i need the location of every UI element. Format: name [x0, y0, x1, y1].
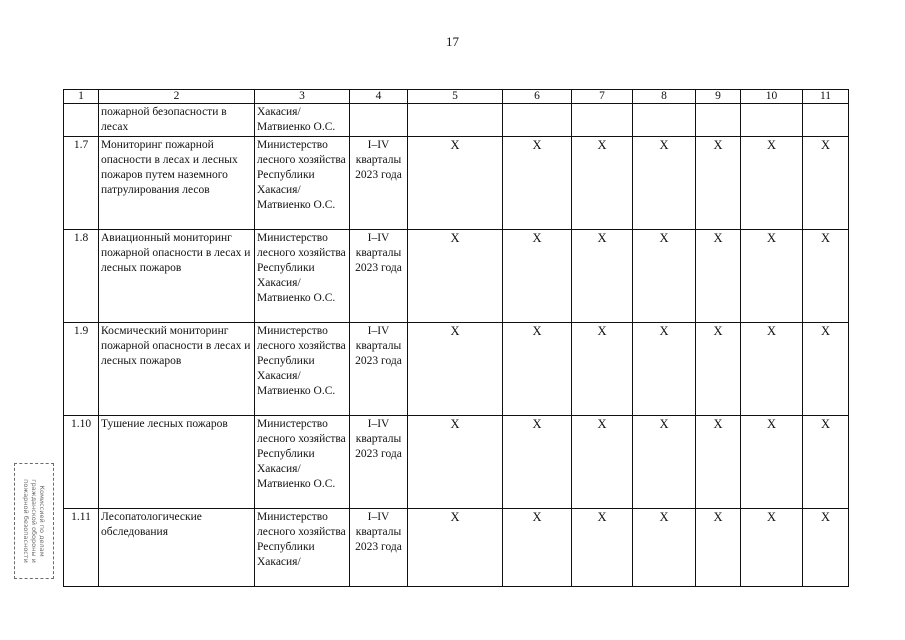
stamp-line: гражданской обороны и [30, 479, 38, 563]
continued-num-cell [64, 104, 99, 137]
row-number: 1.9 [64, 323, 99, 416]
mark-cell: Х [741, 137, 803, 230]
stamp-line: пожарной безопасности [22, 479, 30, 563]
responsible-executor: Министерство лесного хозяйства Республики Хакасия/ Матвиенко О.С. [255, 137, 350, 230]
measure-name: Мониторинг пожарной опасности в лесах и лесных пожаров путем наземного патрулирования лесов [99, 137, 255, 230]
column-header: 1 [64, 90, 99, 104]
column-header: 6 [503, 90, 572, 104]
measure-name: Тушение лесных пожаров [99, 416, 255, 509]
mark-cell: Х [741, 230, 803, 323]
stamp-line: Комиссией по делам [38, 485, 46, 557]
mark-cell: Х [572, 416, 633, 509]
empty-cell [741, 104, 803, 137]
mark-cell: Х [803, 230, 849, 323]
empty-cell [572, 104, 633, 137]
table-body [64, 104, 849, 587]
empty-cell [633, 104, 696, 137]
mark-cell: Х [633, 230, 696, 323]
responsible-executor: Министерство лесного хозяйства Республики Хакасия/ [255, 509, 350, 587]
responsible-executor: Министерство лесного хозяйства Республики Хакасия/ Матвиенко О.С. [255, 416, 350, 509]
mark-cell: Х [408, 137, 503, 230]
empty-cell [696, 104, 741, 137]
empty-cell [803, 104, 849, 137]
responsible-executor: Министерство лесного хозяйства Республики Хакасия/ Матвиенко О.С. [255, 323, 350, 416]
measures-table [63, 89, 849, 587]
mark-cell: Х [741, 323, 803, 416]
mark-cell: Х [503, 230, 572, 323]
mark-cell: Х [633, 509, 696, 587]
mark-cell: Х [503, 416, 572, 509]
execution-period: I–IV кварталы 2023 года [350, 509, 408, 587]
column-header: 8 [633, 90, 696, 104]
mark-cell: Х [803, 509, 849, 587]
execution-period: I–IV кварталы 2023 года [350, 416, 408, 509]
measure-name: Космический мониторинг пожарной опасности в лесах и лесных пожаров [99, 323, 255, 416]
execution-period: I–IV кварталы 2023 года [350, 137, 408, 230]
mark-cell: Х [741, 509, 803, 587]
mark-cell: Х [503, 509, 572, 587]
column-header: 5 [408, 90, 503, 104]
page-number: 17 [446, 34, 459, 49]
mark-cell: Х [633, 416, 696, 509]
row-number: 1.10 [64, 416, 99, 509]
column-header: 9 [696, 90, 741, 104]
mark-cell: Х [408, 416, 503, 509]
measure-name: Авиационный мониторинг пожарной опасности в лесах и лесных пожаров [99, 230, 255, 323]
stamp-text [22, 465, 46, 577]
mark-cell: Х [503, 137, 572, 230]
mark-cell: Х [803, 416, 849, 509]
mark-cell: Х [503, 323, 572, 416]
side-stamp [14, 463, 54, 579]
mark-cell: Х [696, 416, 741, 509]
mark-cell: Х [408, 323, 503, 416]
empty-cell [503, 104, 572, 137]
mark-cell: Х [803, 323, 849, 416]
mark-cell: Х [633, 323, 696, 416]
column-header: 2 [99, 90, 255, 104]
empty-cell [408, 104, 503, 137]
empty-cell [350, 104, 408, 137]
mark-cell: Х [696, 230, 741, 323]
row-number: 1.11 [64, 509, 99, 587]
column-header: 4 [350, 90, 408, 104]
mark-cell: Х [572, 137, 633, 230]
column-header: 3 [255, 90, 350, 104]
table-row [64, 323, 849, 416]
mark-cell: Х [408, 230, 503, 323]
mark-cell: Х [572, 230, 633, 323]
column-header: 11 [803, 90, 849, 104]
execution-period: I–IV кварталы 2023 года [350, 230, 408, 323]
table-row [64, 230, 849, 323]
continued-row [64, 104, 849, 137]
table-row [64, 137, 849, 230]
row-number: 1.8 [64, 230, 99, 323]
mark-cell: Х [572, 323, 633, 416]
mark-cell: Х [696, 323, 741, 416]
continued-responsible-cell: Хакасия/ Матвиенко О.С. [255, 104, 350, 137]
responsible-executor: Министерство лесного хозяйства Республики Хакасия/ Матвиенко О.С. [255, 230, 350, 323]
mark-cell: Х [803, 137, 849, 230]
mark-cell: Х [741, 416, 803, 509]
mark-cell: Х [696, 509, 741, 587]
column-header: 10 [741, 90, 803, 104]
table-row [64, 509, 849, 587]
execution-period: I–IV кварталы 2023 года [350, 323, 408, 416]
measure-name: Лесопатологические обследования [99, 509, 255, 587]
row-number: 1.7 [64, 137, 99, 230]
column-header: 7 [572, 90, 633, 104]
mark-cell: Х [408, 509, 503, 587]
column-number-row [64, 90, 849, 104]
mark-cell: Х [633, 137, 696, 230]
mark-cell: Х [572, 509, 633, 587]
table-row [64, 416, 849, 509]
continued-name-cell: пожарной безопасности в лесах [99, 104, 255, 137]
mark-cell: Х [696, 137, 741, 230]
